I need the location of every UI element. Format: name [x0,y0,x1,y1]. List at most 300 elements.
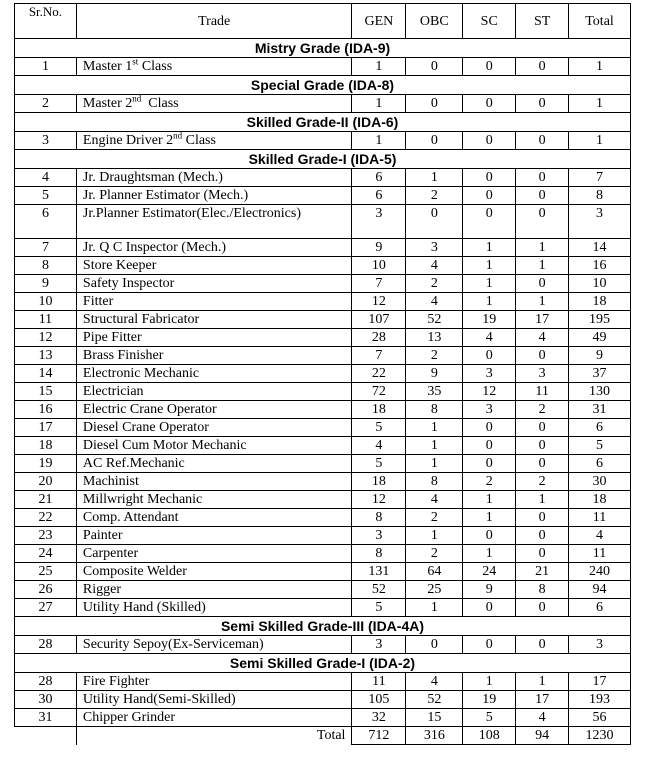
trade-cell [76,491,352,509]
obc-cell: 1 [406,437,463,455]
trade-name: Electric Crane Operator [82,402,217,417]
obc-cell: 4 [406,293,463,311]
trade-name: Electrician [82,384,144,399]
trade-name: Fitter [82,294,114,309]
recruitment-table [14,3,631,745]
section-title: Semi Skilled Grade-I (IDA-2) [15,654,631,673]
sc-cell: 0 [463,437,516,455]
section-title: Skilled Grade-I (IDA-5) [15,150,631,169]
sc-cell: 1 [463,545,516,563]
srno-cell: 22 [15,509,77,527]
table-row [15,581,631,599]
srno-cell: 2 [15,95,77,113]
table-row [15,437,631,455]
obc-cell: 3 [406,239,463,257]
trade-name: Utility Hand(Semi-Skilled) [82,692,236,707]
total-cell: 10 [569,275,631,293]
srno-cell: 1 [15,58,77,76]
srno-cell: 14 [15,365,77,383]
trade-name-suffix: Class [182,133,216,148]
st-cell: 0 [516,347,569,365]
gen-cell: 7 [352,347,406,365]
total-gen: 712 [352,727,406,745]
st-cell: 0 [516,509,569,527]
st-cell: 4 [516,329,569,347]
header-srno: Sr.No. [15,4,77,39]
st-cell: 0 [516,132,569,150]
st-cell: 0 [516,275,569,293]
st-cell: 1 [516,673,569,691]
srno-cell: 19 [15,455,77,473]
obc-cell: 64 [406,563,463,581]
trade-cell [76,383,352,401]
trade-name: Diesel Crane Operator [82,420,209,435]
st-cell: 21 [516,563,569,581]
obc-cell: 1 [406,419,463,437]
section-header-row [15,654,631,673]
table-row [15,311,631,329]
total-cell: 18 [569,491,631,509]
gen-cell: 28 [352,329,406,347]
trade-name: Painter [82,528,123,543]
st-cell: 0 [516,437,569,455]
sc-cell: 0 [463,636,516,654]
table-row [15,239,631,257]
trade-name: Jr. Planner Estimator (Mech.) [82,188,249,203]
table-row [15,491,631,509]
table-row [15,205,631,239]
total-cell: 14 [569,239,631,257]
obc-cell: 1 [406,169,463,187]
sc-cell: 24 [463,563,516,581]
trade-name: Carpenter [82,546,139,561]
obc-cell: 2 [406,347,463,365]
srno-cell: 12 [15,329,77,347]
trade-name: Engine Driver 2 [82,133,174,148]
total-cell: 49 [569,329,631,347]
trade-name: Composite Welder [82,564,187,579]
total-cell: 11 [569,545,631,563]
sc-cell: 0 [463,205,516,239]
st-cell: 1 [516,491,569,509]
gen-cell: 8 [352,509,406,527]
srno-cell: 13 [15,347,77,365]
gen-cell: 6 [352,187,406,205]
st-cell: 17 [516,311,569,329]
trade-cell [76,95,352,113]
total-cell: 37 [569,365,631,383]
trade-name: Pipe Fitter [82,330,142,345]
trade-name: Rigger [82,582,122,597]
obc-cell: 9 [406,365,463,383]
trade-cell [76,187,352,205]
gen-cell: 12 [352,491,406,509]
obc-cell: 8 [406,401,463,419]
table-row [15,709,631,727]
total-sc: 108 [463,727,516,745]
section-header-row [15,76,631,95]
trade-cell [76,455,352,473]
trade-name: Comp. Attendant [82,510,179,525]
trade-name: Security Sepoy(Ex-Serviceman) [82,637,264,652]
trade-name: Millwright Mechanic [82,492,203,507]
srno-cell: 17 [15,419,77,437]
srno-cell: 15 [15,383,77,401]
section-title: Semi Skilled Grade-III (IDA-4A) [15,617,631,636]
gen-cell: 22 [352,365,406,383]
srno-cell: 25 [15,563,77,581]
table-row [15,293,631,311]
table-row [15,169,631,187]
sc-cell: 2 [463,473,516,491]
st-cell: 0 [516,599,569,617]
gen-cell: 18 [352,473,406,491]
total-cell: 30 [569,473,631,491]
obc-cell: 0 [406,95,463,113]
srno-cell: 26 [15,581,77,599]
trade-cell [76,527,352,545]
total-obc: 316 [406,727,463,745]
section-title: Mistry Grade (IDA-9) [15,39,631,58]
st-cell: 11 [516,383,569,401]
obc-cell: 8 [406,473,463,491]
trade-cell [76,239,352,257]
st-cell: 1 [516,239,569,257]
total-cell: 94 [569,581,631,599]
table-row [15,347,631,365]
sc-cell: 0 [463,132,516,150]
trade-cell [76,311,352,329]
total-cell: 18 [569,293,631,311]
sc-cell: 3 [463,365,516,383]
total-cell: 5 [569,437,631,455]
total-cell: 195 [569,311,631,329]
sc-cell: 19 [463,691,516,709]
srno-cell: 8 [15,257,77,275]
trade-cell [76,581,352,599]
total-cell: 240 [569,563,631,581]
trade-cell [76,419,352,437]
obc-cell: 1 [406,599,463,617]
trade-name: Jr. Draughtsman (Mech.) [82,170,223,185]
gen-cell: 10 [352,257,406,275]
st-cell: 1 [516,293,569,311]
section-header-row [15,113,631,132]
trade-name: Structural Fabricator [82,312,200,327]
obc-cell: 2 [406,545,463,563]
st-cell: 0 [516,527,569,545]
table-row [15,383,631,401]
srno-cell: 28 [15,636,77,654]
total-cell: 6 [569,599,631,617]
header-sc: SC [463,4,516,39]
total-total: 1230 [569,727,631,745]
st-cell: 8 [516,581,569,599]
st-cell: 1 [516,257,569,275]
table-row [15,132,631,150]
st-cell: 0 [516,455,569,473]
trade-ordinal-suffix: nd [173,130,183,141]
srno-cell: 24 [15,545,77,563]
section-title: Skilled Grade-II (IDA-6) [15,113,631,132]
gen-cell: 7 [352,275,406,293]
srno-cell: 9 [15,275,77,293]
section-header-row [15,150,631,169]
table-row [15,455,631,473]
sc-cell: 1 [463,491,516,509]
obc-cell: 13 [406,329,463,347]
trade-name: Chipper Grinder [82,710,176,725]
sc-cell: 0 [463,419,516,437]
gen-cell: 5 [352,599,406,617]
table-row [15,545,631,563]
srno-cell: 5 [15,187,77,205]
st-cell: 0 [516,419,569,437]
gen-cell: 1 [352,132,406,150]
total-row [15,727,631,745]
gen-cell: 4 [352,437,406,455]
obc-cell: 0 [406,132,463,150]
table-row [15,329,631,347]
obc-cell: 0 [406,205,463,239]
total-cell: 17 [569,673,631,691]
st-cell: 17 [516,691,569,709]
total-cell: 31 [569,401,631,419]
trade-cell [76,275,352,293]
sc-cell: 1 [463,509,516,527]
st-cell: 2 [516,473,569,491]
trade-cell [76,437,352,455]
gen-cell: 1 [352,58,406,76]
table-row [15,275,631,293]
trade-cell [76,401,352,419]
obc-cell: 1 [406,527,463,545]
table-row [15,691,631,709]
header-gen: GEN [352,4,406,39]
st-cell: 0 [516,95,569,113]
trade-cell [76,563,352,581]
trade-name-suffix: Class [138,59,173,74]
total-cell: 4 [569,527,631,545]
trade-ordinal-suffix: nd [132,93,142,104]
gen-cell: 32 [352,709,406,727]
section-title: Special Grade (IDA-8) [15,76,631,95]
sc-cell: 0 [463,169,516,187]
total-cell: 9 [569,347,631,365]
obc-cell: 2 [406,509,463,527]
trade-name: Brass Finisher [82,348,164,363]
gen-cell: 5 [352,419,406,437]
sc-cell: 0 [463,527,516,545]
obc-cell: 25 [406,581,463,599]
sc-cell: 1 [463,239,516,257]
total-label: Total [76,727,352,745]
total-cell: 3 [569,636,631,654]
sc-cell: 19 [463,311,516,329]
srno-cell: 31 [15,709,77,727]
sc-cell: 4 [463,329,516,347]
table-row [15,509,631,527]
obc-cell: 2 [406,187,463,205]
sc-cell: 0 [463,455,516,473]
header-st: ST [516,4,569,39]
trade-cell [76,169,352,187]
total-blank-cell [15,727,77,745]
trade-cell [76,132,352,150]
sc-cell: 1 [463,257,516,275]
gen-cell: 3 [352,527,406,545]
trade-name: Safety Inspector [82,276,175,291]
srno-cell: 30 [15,691,77,709]
sc-cell: 1 [463,673,516,691]
st-cell: 0 [516,58,569,76]
trade-name: Master 1 [82,59,133,74]
section-header-row [15,39,631,58]
gen-cell: 72 [352,383,406,401]
srno-cell: 21 [15,491,77,509]
st-cell: 4 [516,709,569,727]
obc-cell: 52 [406,311,463,329]
trade-name: Fire Fighter [82,674,150,689]
obc-cell: 2 [406,275,463,293]
obc-cell: 4 [406,491,463,509]
table-row [15,257,631,275]
trade-cell [76,709,352,727]
total-cell: 130 [569,383,631,401]
st-cell: 0 [516,205,569,239]
sc-cell: 0 [463,95,516,113]
srno-cell: 10 [15,293,77,311]
trade-name-suffix: Class [141,96,179,111]
trade-name: Master 2 [82,96,133,111]
srno-cell: 3 [15,132,77,150]
trade-cell [76,509,352,527]
table-row [15,636,631,654]
trade-ordinal-suffix: st [132,56,139,67]
st-cell: 0 [516,169,569,187]
gen-cell: 5 [352,455,406,473]
sc-cell: 0 [463,347,516,365]
trade-cell [76,257,352,275]
total-cell: 56 [569,709,631,727]
table-row [15,95,631,113]
sc-cell: 1 [463,275,516,293]
table-row [15,673,631,691]
st-cell: 2 [516,401,569,419]
srno-cell: 16 [15,401,77,419]
table-row [15,473,631,491]
trade-cell [76,636,352,654]
sc-cell: 1 [463,293,516,311]
gen-cell: 1 [352,95,406,113]
gen-cell: 3 [352,636,406,654]
gen-cell: 18 [352,401,406,419]
obc-cell: 4 [406,257,463,275]
trade-name: Jr. Q C Inspector (Mech.) [82,240,226,255]
sc-cell: 5 [463,709,516,727]
trade-cell [76,293,352,311]
st-cell: 0 [516,545,569,563]
obc-cell: 52 [406,691,463,709]
trade-cell [76,365,352,383]
total-cell: 16 [569,257,631,275]
trade-cell [76,205,352,239]
st-cell: 0 [516,636,569,654]
srno-cell: 23 [15,527,77,545]
gen-cell: 3 [352,205,406,239]
total-cell: 11 [569,509,631,527]
total-cell: 193 [569,691,631,709]
obc-cell: 1 [406,455,463,473]
obc-cell: 4 [406,673,463,691]
obc-cell: 35 [406,383,463,401]
table-row [15,401,631,419]
table-row [15,563,631,581]
trade-name: Diesel Cum Motor Mechanic [82,438,247,453]
srno-cell: 27 [15,599,77,617]
gen-cell: 9 [352,239,406,257]
header-row [15,4,631,39]
trade-cell [76,599,352,617]
total-cell: 6 [569,419,631,437]
st-cell: 3 [516,365,569,383]
trade-name: Store Keeper [82,258,157,273]
header-total: Total [569,4,631,39]
gen-cell: 107 [352,311,406,329]
obc-cell: 15 [406,709,463,727]
total-cell: 1 [569,95,631,113]
table-row [15,365,631,383]
section-header-row [15,617,631,636]
trade-name: AC Ref.Mechanic [82,456,185,471]
total-cell: 3 [569,205,631,239]
table-row [15,187,631,205]
gen-cell: 6 [352,169,406,187]
srno-cell: 6 [15,205,77,239]
trade-name: Utility Hand (Skilled) [82,600,206,615]
trade-name: Machinist [82,474,139,489]
table-row [15,599,631,617]
gen-cell: 12 [352,293,406,311]
total-cell: 6 [569,455,631,473]
srno-cell: 11 [15,311,77,329]
header-trade: Trade [76,4,352,39]
table-body [15,39,631,727]
trade-cell [76,691,352,709]
total-cell: 8 [569,187,631,205]
sc-cell: 0 [463,599,516,617]
trade-cell [76,473,352,491]
table-row [15,527,631,545]
trade-name: Electronic Mechanic [82,366,200,381]
gen-cell: 105 [352,691,406,709]
srno-cell: 18 [15,437,77,455]
trade-cell [76,673,352,691]
st-cell: 0 [516,187,569,205]
obc-cell: 0 [406,636,463,654]
srno-cell: 28 [15,673,77,691]
srno-cell: 20 [15,473,77,491]
trade-cell [76,329,352,347]
gen-cell: 131 [352,563,406,581]
total-cell: 7 [569,169,631,187]
srno-cell: 4 [15,169,77,187]
trade-name: Jr.Planner Estimator(Elec./Electronics) [82,206,301,221]
table-row [15,419,631,437]
sc-cell: 12 [463,383,516,401]
trade-cell [76,58,352,76]
table-row [15,58,631,76]
